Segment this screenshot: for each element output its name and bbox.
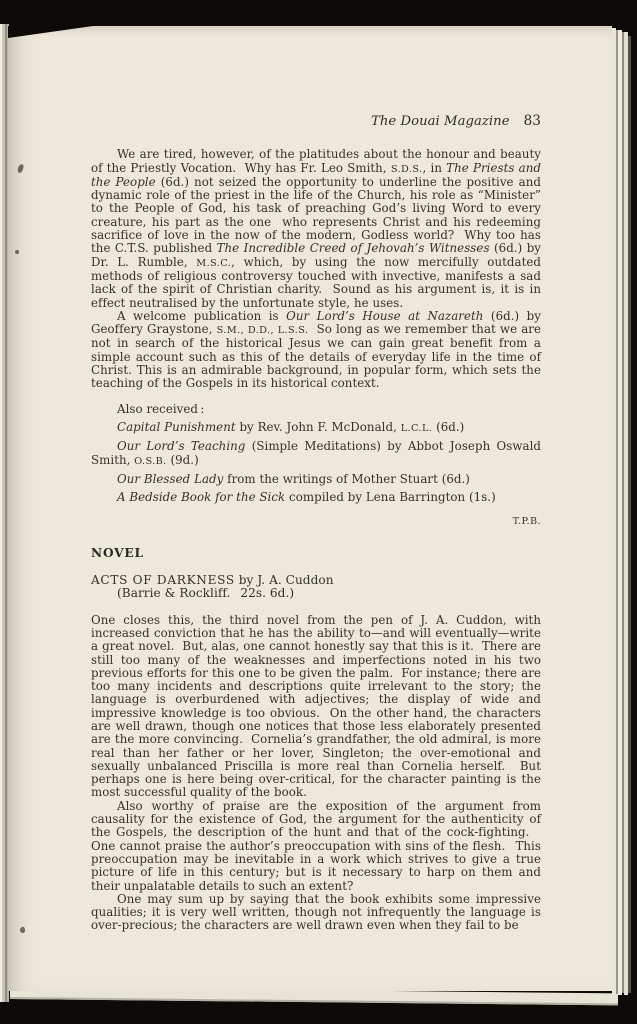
ink-speck: [19, 927, 25, 934]
section-heading-novel: NOVEL: [91, 545, 144, 560]
para-priestly-vocation: We are tired, however, of the platitudes about the honour and beauty of the Priestly Vocation. Why has Fr. Leo Smith, S.D.S., in The Priests and the People (6d.) not seized the opportunity to underline the positive and dynamic role of the priest in the life of the Church, his role as “Minister” to the People of God, his task of preaching God’s living Word to every creature, his part as the one who represents Christ and his redeeming sacrifice of love in the now of the modern, Godless world? Why too has the C.T.S. published The Incredible Creed of Jehovah’s Witnesses (6d.) by Dr. L. Rumble, M.S.C., which, by using the now mercifully outdated methods of religious controversy touched with invective, manifests a sad lack of the spirit of Christian charity. Sound as his argument is, it is in effect neutralised by the unfortunate style, he uses.: [91, 147, 542, 310]
page-corner-shadow: [8, 26, 93, 38]
page-text-column: [91, 26, 541, 933]
received-item-our-lords-teaching: Our Lord’s Teaching (Simple Meditations) by Abbot Joseph Oswald Smith, O.S.B. (9d.): [91, 439, 541, 467]
ink-speck: [15, 250, 19, 254]
magazine-title: The Douai Magazine: [370, 114, 510, 129]
page-stack-edge: [628, 36, 631, 993]
review-para-1: One closes this, the third novel from the pen of J. A. Cuddon, with increased conviction that he has the ability to—and will eventually—write a great novel. But, alas, one cannot honestly say that this is it. There are still too many of the weaknesses and imperfections noted in his two previous efforts for this one to be given the palm. For instance; there are too many incidents and descriptions quite irrelevant to the story; the language is overburdened with adjectives; the display of wide and impressive knowledge is too obvious. On the other hand, the characters are well drawn, though one notices that those less elaborately presented are the more convincing. Cornelia’s grandfather, the old admiral, is more real than her father or her lover, Singleton; the over-emotional and sexually unbalanced Priscilla is more real than Cornelia herself. But perhaps one is here being over-critical, for the character painting is the most successful quality of the book.: [91, 612, 541, 800]
page-text: [91, 148, 541, 932]
also-received-label: Also received :: [117, 401, 205, 416]
received-item-bedside-book: A Bedside Book for the Sick compiled by Lena Barrington (1s.): [117, 490, 496, 505]
book-title-line: ACTS OF DARKNESS by J. A. Cuddon: [91, 573, 334, 588]
received-item-our-blessed-lady: Our Blessed Lady from the writings of Mother Stuart (6d.): [117, 471, 470, 486]
ink-speck: [17, 163, 25, 173]
page-number: 83: [523, 113, 541, 129]
review-para-2: Also worthy of praise are the exposition of the argument from causality for the existence of God, the argument for the authenticity of the Gospels, the description of the hunt and that of the cock-fighting. One cannot praise the author’s preoccupation with sins of the flesh. This preoccupation may be inevitable in a work which strives to give a true picture of life in this century; but is it necessary to harp on them and their unpalatable details to such an extent?: [91, 798, 541, 893]
para-welcome-publication: A welcome publication is Our Lord’s House at Nazareth (6d.) by Geoffery Graystone, S.M., D.D., L.S.S. So long as we remember that we are not in search of the historical Jesus we can gain great benefit from a simple account such as this of the details of everyday life in the time of Christ. This is an admirable background, in popular form, which sets the teaching of the Gospels in its historical context.: [91, 308, 542, 391]
received-item-capital-punishment: Capital Punishment by Rev. John F. McDonald, L.C.L. (6d.): [117, 419, 465, 434]
book-publisher-line: (Barrie & Rockliff. 22s. 6d.): [117, 586, 295, 601]
magazine-page: [8, 26, 612, 991]
running-header: [91, 115, 541, 128]
reviewer-initials: T.P.B.: [512, 516, 541, 528]
review-para-3: One may sum up by saying that the book exhibits some impressive qualities; it is very well written, though not infrequently the language is over-precious; the characters are well drawn even when they fail to be: [91, 891, 541, 933]
